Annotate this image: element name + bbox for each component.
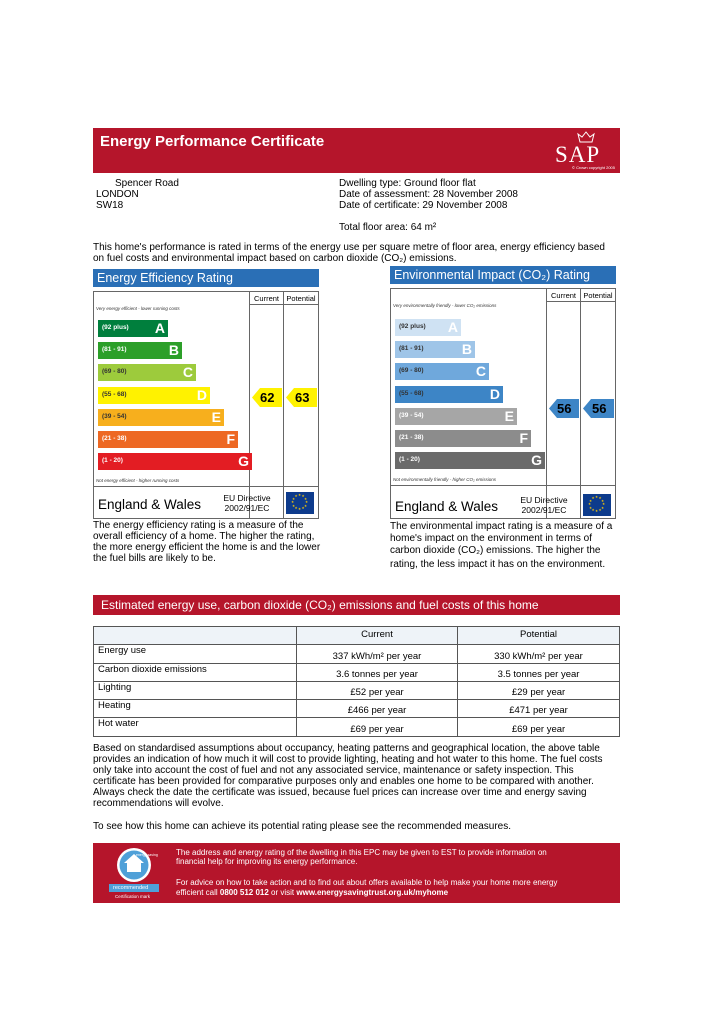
badge-top-text: energy saving: [136, 853, 158, 857]
assessment-date: Date of assessment: 28 November 2008: [339, 189, 518, 200]
efficiency-band-range: (39 - 54): [102, 412, 127, 420]
page-title: Energy Performance Certificate: [100, 133, 325, 150]
environment-band-range: (1 - 20): [399, 456, 420, 464]
environment-band-f: [395, 430, 531, 447]
environment-band-letter: D: [489, 385, 500, 402]
efficiency-band-range: (1 - 20): [102, 457, 123, 465]
table-header-row: [94, 627, 620, 645]
table-cell-potential: £471 per year: [458, 700, 620, 718]
table-header-cell: [94, 627, 297, 645]
efficiency-band-d: [98, 387, 210, 404]
notes-line-1: Based on standardised assumptions about occupancy, heating patterns and geographical location, the above table: [93, 743, 600, 754]
intro-line-2: on fuel costs and environmental impact based on carbon dioxide (CO₂) emissions.: [93, 253, 457, 264]
efficiency-desc-3: the more energy efficient the home is and the lower: [93, 542, 321, 553]
notes-line-5: Always check the date the certificate was issued, because fuel prices can increase over time and energy saving: [93, 787, 587, 798]
environment-band-g: [395, 452, 545, 469]
address-line-3: SW18: [96, 200, 124, 211]
efficiency-band-f: [98, 431, 238, 448]
environment-band-e: [395, 408, 517, 425]
efficiency-band-letter: D: [196, 386, 207, 403]
table-cell-potential: £29 per year: [458, 681, 620, 699]
footer-p2-pre: efficient call: [176, 888, 220, 897]
table-row: [94, 700, 620, 718]
footer-banner: [93, 843, 620, 903]
estimates-table: [93, 626, 620, 737]
table-cell-label: Lighting: [94, 681, 297, 699]
efficiency-current-value: 62: [260, 390, 275, 405]
eu-star-icon: ★: [601, 505, 605, 510]
environment-desc-3: carbon dioxide (CO₂) emissions. The higher the: [390, 545, 601, 556]
efficiency-band-e: [98, 409, 224, 426]
floor-area: Total floor area: 64 m²: [339, 222, 437, 233]
table-row: [94, 718, 620, 736]
environment-region: England & Wales: [395, 499, 499, 514]
efficiency-desc-1: The energy efficiency rating is a measure of the: [93, 520, 304, 531]
eu-star-icon: ★: [304, 496, 308, 501]
estimates-title: Estimated energy use, carbon dioxide (CO₂) emissions and fuel costs of this home: [93, 595, 620, 615]
table-cell-current: £69 per year: [297, 718, 458, 736]
efficiency-band-range: (21 - 38): [102, 435, 127, 442]
environment-band-range: (81 - 91): [399, 345, 424, 353]
environment-band-a: [395, 319, 461, 336]
footer-p2-l1: For advice on how to take action and to find out about offers available to help make your home more energy: [176, 878, 558, 887]
eu-flag-icon: [286, 492, 314, 514]
environment-band-letter: G: [531, 452, 542, 469]
environment-desc-4: rating, the less impact it has on the environment.: [390, 559, 606, 570]
eu-star-icon: ★: [294, 493, 298, 498]
eu-star-icon: ★: [598, 508, 602, 513]
efficiency-band-range: (81 - 91): [102, 346, 127, 354]
efficiency-top-note: Very energy efficient - lower running costs: [96, 306, 180, 311]
environment-desc-2: home's impact on the environment in terms of: [390, 533, 593, 544]
environment-current-value: 56: [557, 401, 572, 416]
environment-directive-l1: EU Directive: [520, 495, 568, 505]
efficiency-bottom-note: Not energy efficient - higher running costs: [96, 478, 180, 483]
dwelling-type: Dwelling type: Ground floor flat: [339, 178, 476, 189]
environment-band-d: [395, 386, 503, 403]
eu-star-icon: ★: [301, 506, 305, 511]
efficiency-band-b: [98, 342, 182, 359]
footer-url-link[interactable]: www.energysavingtrust.org.uk/myhome: [296, 888, 449, 897]
notes-line-4: certificate has been provided for comparative purposes only and enables one home to be compared with another.: [93, 776, 594, 787]
environment-band-letter: B: [461, 341, 472, 358]
eu-star-icon: ★: [291, 496, 296, 501]
badge-mid-text: recommended: [113, 885, 149, 891]
eu-star-icon: ★: [591, 508, 595, 513]
eu-star-icon: ★: [301, 493, 305, 498]
footer-p1-l1: The address and energy rating of the dwelling in this EPC may be given to EST to provide information on: [176, 848, 547, 857]
address-line-2: LONDON: [96, 189, 139, 200]
efficiency-directive: [216, 493, 278, 513]
efficiency-col-potential: Potential: [286, 294, 316, 303]
efficiency-band-letter: E: [211, 408, 221, 425]
badge-bottom-text: Certification mark: [115, 894, 151, 899]
energy-saving-badge: [106, 845, 162, 901]
see-recommendations: To see how this home can achieve its potential rating please see the recommended measures.: [93, 821, 512, 832]
environment-col-current: Current: [550, 291, 576, 300]
eu-flag-icon: [583, 494, 611, 516]
notes-line-2: provides an indication of how much it will cost to provide lighting, heating and hot water to this home. The fuel costs: [93, 754, 603, 765]
notes-line-6: recommendations will evolve.: [93, 798, 224, 809]
efficiency-band-letter: A: [154, 320, 165, 336]
efficiency-potential-value: 63: [295, 390, 310, 405]
environment-band-letter: F: [519, 430, 528, 446]
eu-star-icon: ★: [588, 502, 592, 506]
eu-star-icon: ★: [601, 498, 605, 503]
efficiency-band-g: [98, 453, 252, 470]
environment-col-potential: Potential: [583, 291, 613, 300]
environment-directive-l2: 2002/91/EC: [521, 505, 567, 515]
eu-star-icon: ★: [591, 495, 595, 500]
efficiency-directive-l1: EU Directive: [223, 493, 271, 503]
eu-star-icon: ★: [602, 502, 606, 506]
footer-phone[interactable]: 0800 512 012: [219, 888, 269, 897]
footer-p2-l2: [176, 888, 448, 898]
table-row: [94, 663, 620, 681]
environment-band-letter: C: [475, 363, 486, 380]
environment-band-letter: A: [447, 319, 458, 335]
efficiency-band-letter: B: [168, 342, 179, 359]
efficiency-desc-4: the fuel bills are likely to be.: [93, 553, 216, 564]
eu-star-icon: ★: [595, 495, 599, 499]
table-cell-potential: 3.5 tonnes per year: [458, 663, 620, 681]
table-row: [94, 645, 620, 663]
efficiency-band-a: [98, 320, 168, 337]
efficiency-chart: [93, 291, 319, 519]
table-cell-label: Energy use: [94, 645, 297, 663]
efficiency-band-letter: C: [182, 364, 193, 381]
notes-line-3: only take into account the cost of fuel and not any associated service, maintenance or safety inspection. This: [93, 765, 574, 776]
table-cell-potential: £69 per year: [458, 718, 620, 736]
efficiency-band-letter: G: [238, 453, 249, 470]
eu-star-icon: ★: [298, 493, 302, 497]
environment-band-c: [395, 363, 489, 380]
eu-star-icon: ★: [595, 509, 599, 513]
efficiency-band-range: (55 - 68): [102, 390, 127, 398]
eu-star-icon: ★: [598, 495, 602, 500]
table-cell-potential: 330 kWh/m² per year: [458, 645, 620, 663]
environment-directive: [513, 495, 575, 515]
efficiency-desc-2: overall efficiency of a home. The higher the rating,: [93, 531, 315, 542]
table-header-cell: Potential: [458, 627, 620, 645]
eu-star-icon: ★: [588, 505, 593, 510]
sap-logo-text: SAP: [555, 142, 601, 167]
table-cell-label: Carbon dioxide emissions: [94, 663, 297, 681]
environment-band-range: (69 - 80): [399, 367, 424, 375]
environment-band-letter: E: [504, 407, 514, 424]
efficiency-directive-l2: 2002/91/EC: [224, 503, 270, 513]
environment-chart: [390, 288, 616, 519]
certificate-date: Date of certificate: 29 November 2008: [339, 200, 508, 211]
efficiency-title: Energy Efficiency Rating: [93, 269, 319, 287]
environment-band-range: (92 plus): [399, 323, 426, 330]
environment-bottom-note: Not environmentally friendly - higher CO₂ emissions: [393, 477, 497, 482]
eu-star-icon: ★: [588, 498, 593, 503]
environment-title: Environmental Impact (CO₂) Rating: [390, 266, 616, 284]
table-row: [94, 681, 620, 699]
intro-line-1: This home's performance is rated in terms of the energy use per square metre of floor area, energy efficiency based: [93, 242, 605, 253]
footer-p1-l2: financial help for improving its energy performance.: [176, 857, 358, 866]
eu-star-icon: ★: [305, 500, 309, 504]
eu-star-icon: ★: [291, 500, 295, 504]
environment-band-range: (21 - 38): [399, 434, 424, 441]
eu-star-icon: ★: [291, 503, 296, 508]
efficiency-region: England & Wales: [98, 497, 202, 512]
eu-star-icon: ★: [294, 506, 298, 511]
table-cell-current: £466 per year: [297, 700, 458, 718]
sap-copyright: © Crown copyright 2005: [572, 165, 615, 170]
environment-desc-1: The environmental impact rating is a measure of a: [390, 521, 613, 532]
eu-star-icon: ★: [298, 507, 302, 511]
table-cell-label: Heating: [94, 700, 297, 718]
table-cell-current: 337 kWh/m² per year: [297, 645, 458, 663]
header-banner: [93, 128, 620, 173]
environment-top-note: Very environmentally friendly - lower CO₂ emissions: [393, 303, 497, 308]
environment-band-range: (55 - 68): [399, 389, 424, 397]
efficiency-band-range: (69 - 80): [102, 368, 127, 376]
efficiency-band-range: (92 plus): [102, 324, 129, 331]
sap-logo: [555, 130, 617, 170]
table-cell-current: £52 per year: [297, 681, 458, 699]
table-header-cell: Current: [297, 627, 458, 645]
table-cell-current: 3.6 tonnes per year: [297, 663, 458, 681]
environment-potential-value: 56: [592, 401, 607, 416]
address-line-1: Spencer Road: [115, 178, 179, 189]
table-cell-label: Hot water: [94, 718, 297, 736]
environment-band-b: [395, 341, 475, 358]
efficiency-col-current: Current: [253, 294, 279, 303]
eu-star-icon: ★: [304, 503, 308, 508]
footer-p2-mid: or visit: [268, 888, 297, 897]
efficiency-band-letter: F: [226, 431, 235, 447]
environment-band-range: (39 - 54): [399, 411, 424, 419]
efficiency-band-c: [98, 364, 196, 381]
